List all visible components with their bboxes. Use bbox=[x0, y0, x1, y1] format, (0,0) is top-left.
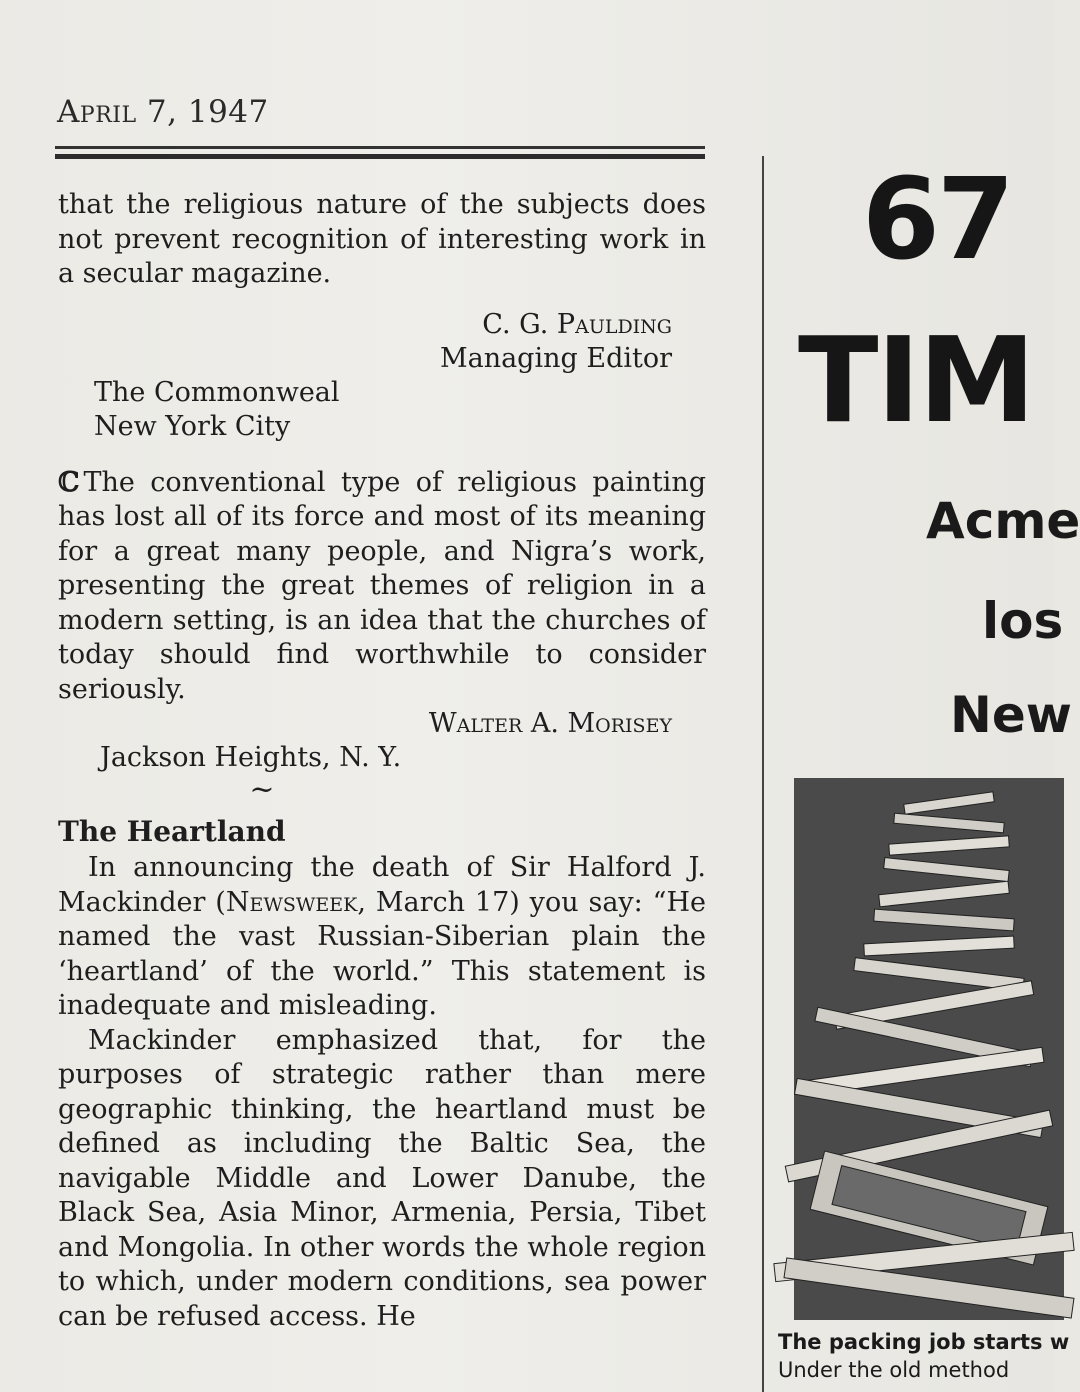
ad-photo-stacked-frames bbox=[794, 778, 1064, 1320]
section-separator-icon: ~ bbox=[249, 772, 275, 807]
letter-1-signature: C. G. Paulding bbox=[482, 308, 672, 340]
date-day-year: 7, 1947 bbox=[146, 94, 269, 130]
ad-subline-1: Acme bbox=[926, 492, 1080, 550]
ad-subline-3: New bbox=[950, 686, 1072, 744]
ad-photo-caption-line2: Under the old method bbox=[778, 1358, 1010, 1382]
advertisement bbox=[778, 155, 1080, 1392]
paragraph-marker-icon: ℂ bbox=[58, 466, 80, 498]
letter-2-signature: Walter A. Morisey bbox=[428, 708, 672, 739]
letter-1-text: that the religious nature of the subjects does not prevent recognition of interesting work in a secular magazine. bbox=[58, 189, 706, 289]
ad-photo-caption: The packing job starts w bbox=[778, 1330, 1070, 1354]
letters-column bbox=[58, 188, 706, 1334]
ad-subline-2: los bbox=[982, 592, 1064, 650]
date-month-rest: pril bbox=[79, 94, 137, 130]
ad-headline-word: TIM bbox=[798, 311, 1034, 449]
letter-1-title: Managing Editor bbox=[439, 342, 672, 374]
heartland-paragraph-1: In announcing the death of Sir Halford J. Mackinder (Newsweek, March 17) you say: “He named the vast Russian-Siberian plain the ‘heartland’ of the world.” This statement is inadequate and misleading. bbox=[58, 852, 706, 1021]
header-rule-thin bbox=[55, 146, 705, 149]
page-date bbox=[57, 94, 269, 130]
letter-1-place-line2: New York City bbox=[94, 410, 291, 442]
header-rule-thick bbox=[55, 154, 705, 159]
section-heading: The Heartland bbox=[58, 815, 286, 848]
letter-2-text: ℂ The conventional type of religious painting has lost all of its force and most of its meaning for a great many people, and Nigra’s work, presenting the great themes of religion in a modern setting, is an idea that the churches of today should find worthwhile to consider seriously. bbox=[58, 466, 706, 705]
column-divider bbox=[762, 156, 764, 1392]
letter-1-place-line1: The Commonweal bbox=[94, 376, 340, 408]
heartland-paragraph-2: Mackinder emphasized that, for the purposes of strategic rather than mere geographic thinking, the heartland must be defined as including the Baltic Sea, the navigable Middle and Lower Danube, the Black Sea, Asia Minor, Armenia, Persia, Tibet and Mongolia. In other words the whole region to which, under modern conditions, sea power can be refused access. He bbox=[58, 1024, 706, 1332]
date-month-initial: A bbox=[57, 94, 80, 130]
letter-2-place: Jackson Heights, N. Y. bbox=[100, 742, 402, 773]
ad-headline-number: 67 bbox=[862, 155, 1012, 285]
